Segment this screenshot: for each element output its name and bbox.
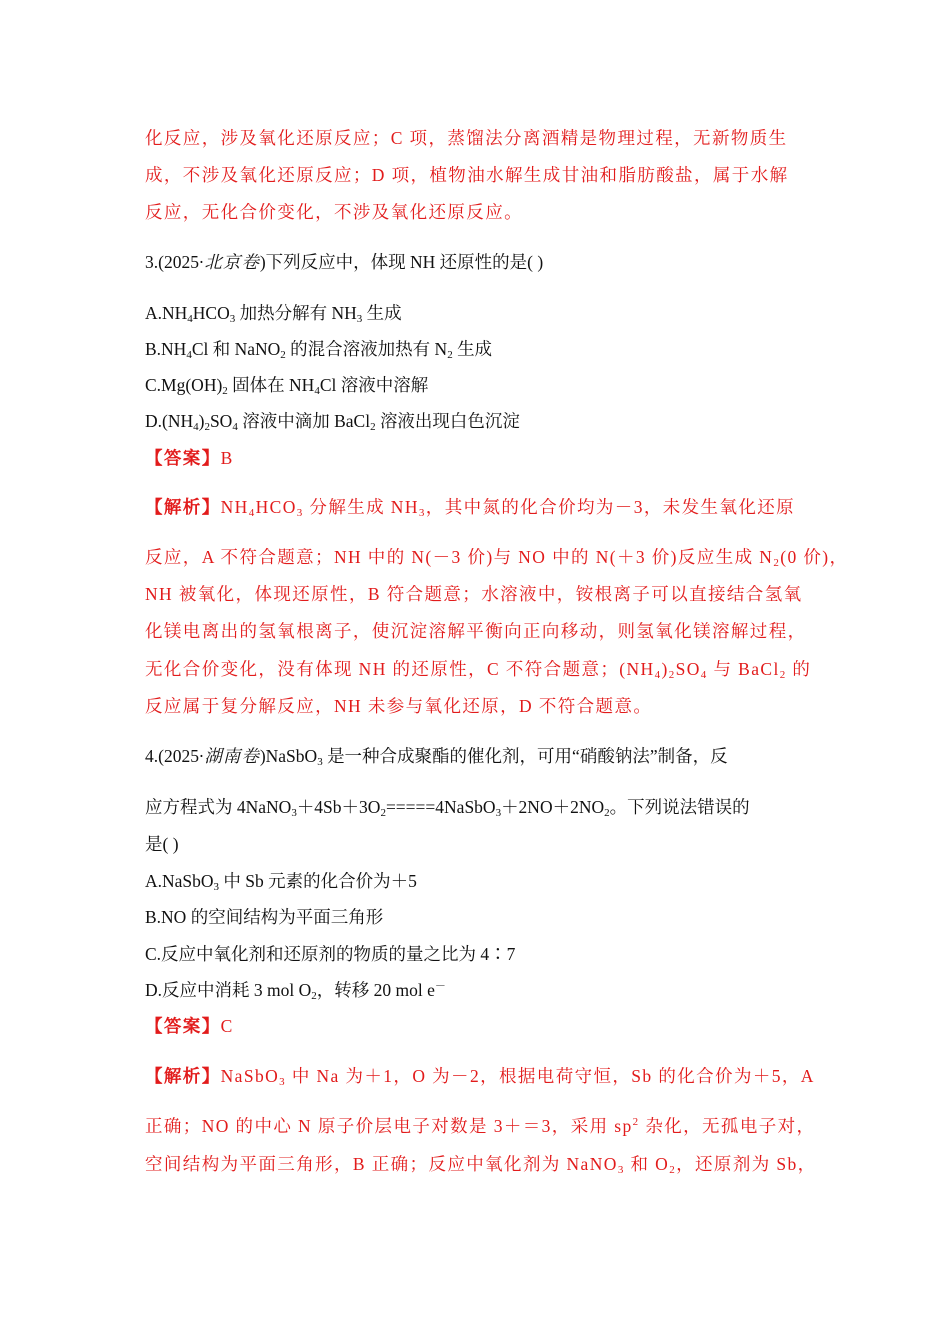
answer-4: 【答案】C <box>145 1016 234 1036</box>
question-4-stem: 4.(2025·湖南卷)NaSbO$_3$ 是一种合成聚酯的催化剂，可用“硝酸钠法”制备，反 <box>145 746 728 768</box>
question-4-equation: 应方程式为 $4NaNO_3+4Sb+3O_2=====4NaSbO_3+2NO+2NO_2$。下列说法错误的 <box>145 797 750 819</box>
explanation-line: 【解析】NaSbO$_3$ 中 Na 为＋1，O 为－2，根据电荷守恒，Sb 的化合价为＋5，A <box>145 1066 815 1088</box>
explanation-line: 化反应，涉及氧化还原反应；C 项，蒸馏法分离酒精是物理过程，无新物质生 <box>145 128 788 148</box>
option-a: $A.NH_4HCO_3$ 加热分解有 $NH_3$ 生成 <box>145 303 402 325</box>
option-c: $C.Mg(OH)_2$ 固体在 $NH_4Cl$ 溶液中溶解 <box>145 375 429 397</box>
explanation-line: 反应，A 不符合题意；NH 中的 N(－3 价)与 NO 中的 N(＋3 价)反应生成 $N_2(0$ 价)， <box>145 547 849 569</box>
explanation-line: 反应属于复分解反应，NH 未参与氧化还原，D 不符合题意。 <box>145 696 653 716</box>
explanation-line: 化镁电离出的氢氧根离子，使沉淀溶解平衡向正向移动，则氢氧化镁溶解过程， <box>145 621 807 641</box>
explanation-line: 【解析】$NH_4HCO_3$ 分解生成 $NH_3$，其中氮的化合价均为－3，未发生氧化还原 <box>145 497 796 519</box>
option-b: $B.NH_4Cl$ 和 NaNO$_2$ 的混合溶液加热有 $N_2$ 生成 <box>145 339 493 361</box>
option-b: B.NO 的空间结构为平面三角形 <box>145 907 384 927</box>
explanation-line: NH 被氧化，体现还原性，B 符合题意；水溶液中，铵根离子可以直接结合氢氧 <box>145 584 803 604</box>
explanation-line: 正确；NO 的中心 N 原子价层电子对数是 3＋＝3，采用 $sp^2$ 杂化，无孤电子对， <box>145 1116 816 1136</box>
question-4-stem-end: 是( ) <box>145 834 179 854</box>
option-a: A.NaSbO$_3$ 中 Sb 元素的化合价为＋5 <box>145 871 417 893</box>
explanation-line: 无化合价变化，没有体现 NH 的还原性，C 不符合题意；$(NH_4)_2SO_4$ 与 BaCl$_2$ 的 <box>145 659 812 681</box>
option-d: $D.(NH_4)_2SO_4$ 溶液中滴加 BaCl$_2$ 溶液出现白色沉淀 <box>145 411 520 433</box>
option-d: D.反应中消耗 3 mol $O_2$，转移 20 mol e－ <box>145 980 446 1002</box>
explanation-line: 反应，无化合价变化，不涉及氧化还原反应。 <box>145 202 523 222</box>
question-3-stem: 3.(2025·北京卷)下列反应中，体现 NH 还原性的是( ) <box>145 252 544 272</box>
answer-3: 【答案】B <box>145 448 234 468</box>
explanation-line: 空间结构为平面三角形，B 正确；反应中氧化剂为 NaNO$_3$ 和 $O_2$，还原剂为 Sb， <box>145 1154 817 1176</box>
explanation-line: 成，不涉及氧化还原反应；D 项，植物油水解生成甘油和脂肪酸盐，属于水解 <box>145 165 789 185</box>
option-c: C.反应中氧化剂和还原剂的物质的量之比为 4∶7 <box>145 944 516 964</box>
